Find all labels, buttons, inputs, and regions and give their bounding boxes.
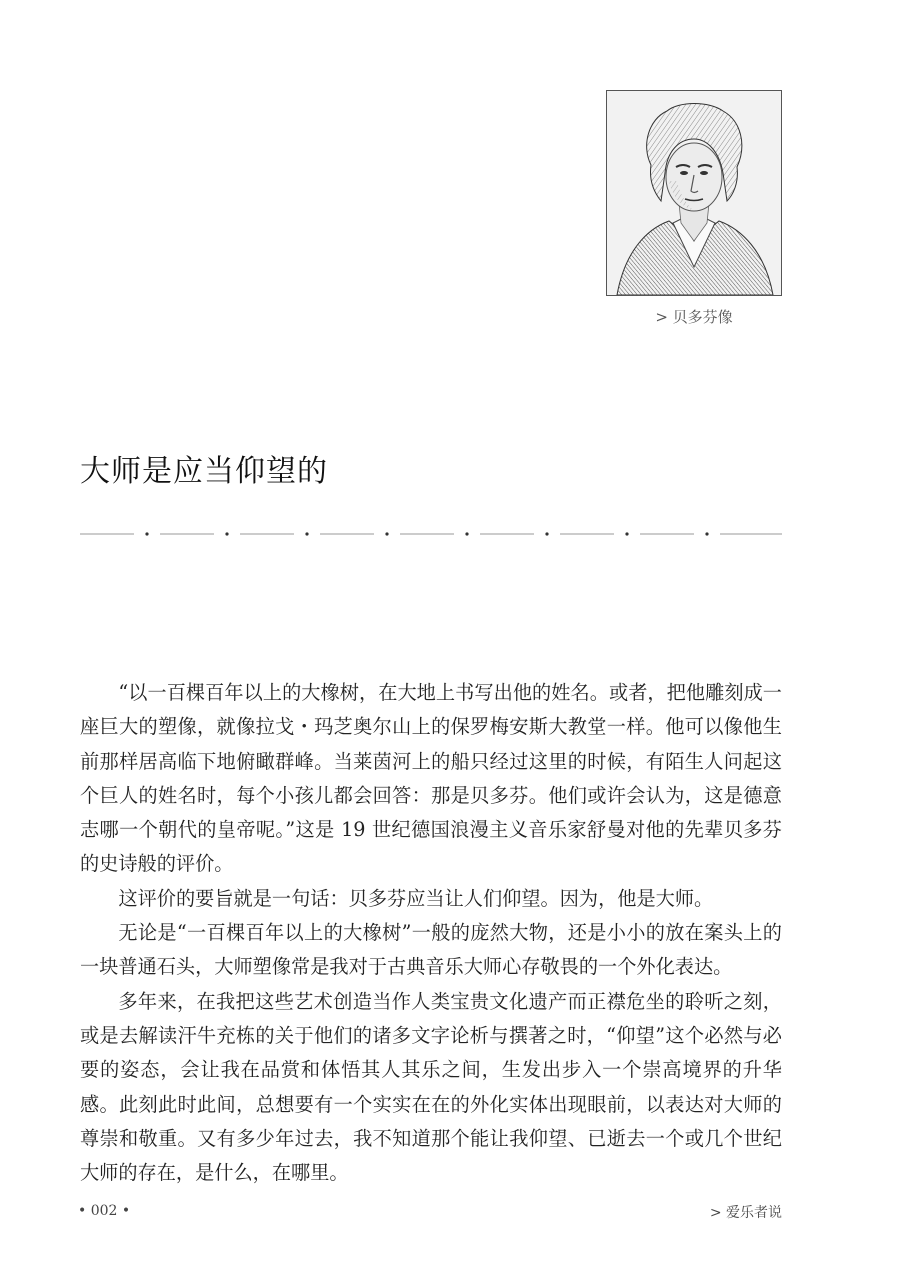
page-number: • 002 • (78, 1203, 131, 1219)
paragraph: “以一百棵百年以上的大橡树，在大地上书写出他的姓名。或者，把他雕刻成一座巨大的塑像，就像拉戈・玛芝奥尔山上的保罗梅安斯大教堂一样。他可以像他生前那样居高临下地俯瞰群峰。当莱茵河上的船只经过这里的时候，有陌生人问起这个巨人的姓名时，每个小孩儿都会回答：那是贝多芬。他们或许会认为，这是德意志哪一个朝代的皇帝呢。”这是 19 世纪德国浪漫主义音乐家舒曼对他的先辈贝多芬的史诗般的评价。 (80, 681, 782, 876)
body-text (80, 676, 782, 1190)
paragraph: 多年来，在我把这些艺术创造当作人类宝贵文化遗产而正襟危坐的聆听之刻，或是去解读汗牛充栋的关于他们的诸多文字论析与撰著之时，“仰望”这个必然与必要的姿态，会让我在品赏和体悟其人其乐之间，生发出步入一个崇高境界的升华感。此刻此时此间，总想要有一个实实在在的外化实体出现眼前，以表达对大师的尊崇和敬重。又有多少年过去，我不知道那个能让我仰望、已逝去一个或几个世纪大师的存在，是什么，在哪里。 (80, 989, 782, 1185)
figure-caption: > 贝多芬像 (655, 308, 733, 326)
beethoven-portrait (606, 90, 782, 296)
paragraph: 无论是“一百棵百年以上的大橡树”一般的庞然大物，还是小小的放在案头上的一块普通石头，大师塑像常是我对于古典音乐大师心存敬畏的一个外化表达。 (80, 921, 782, 979)
decorative-divider (80, 530, 782, 538)
portrait-engraving-icon (607, 91, 781, 295)
paragraph: 这评价的要旨就是一句话：贝多芬应当让人们仰望。因为，他是大师。 (118, 886, 714, 910)
section-heading: 大师是应当仰望的 (80, 454, 328, 489)
running-footer-section: > 爱乐者说 (709, 1205, 782, 1221)
